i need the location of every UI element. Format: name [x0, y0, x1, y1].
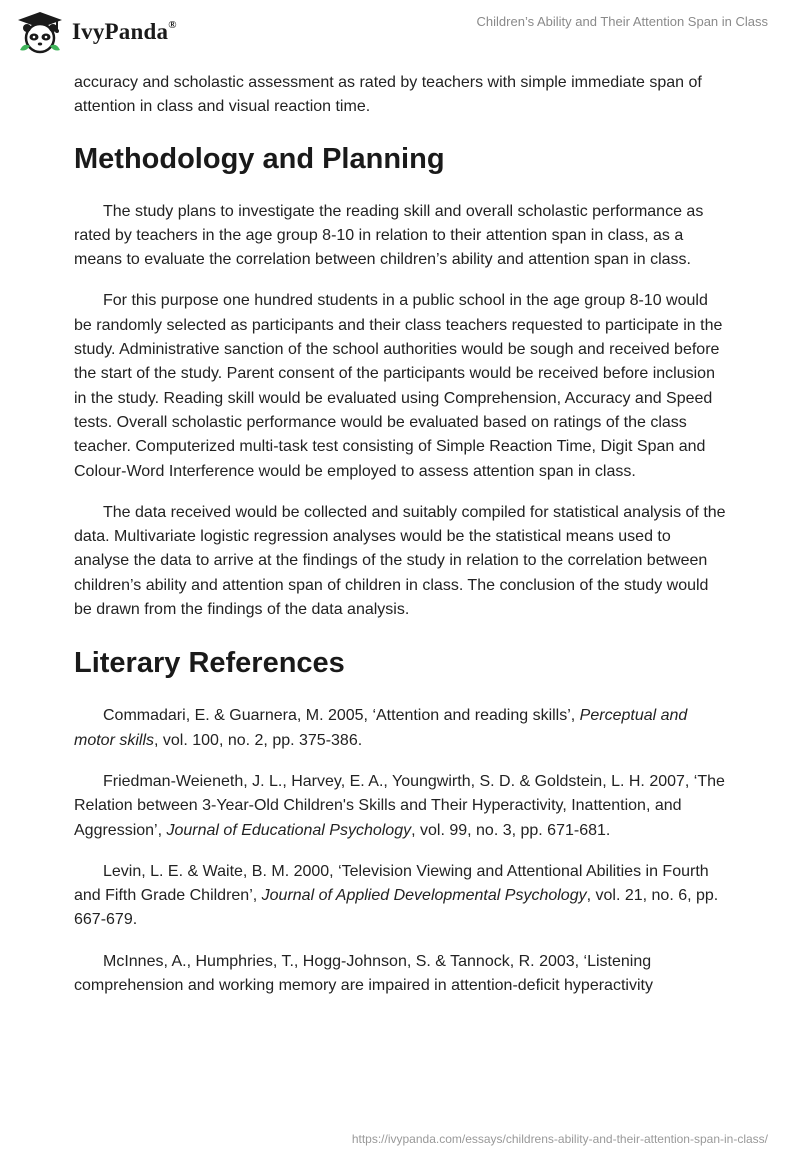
references-heading: Literary References	[74, 647, 345, 680]
reference-item: McInnes, A., Humphries, T., Hogg-Johnson, S. & Tannock, R. 2003, ‘Listening comprehension and working memory are impaired in attention-deficit hyperactivity	[74, 952, 653, 995]
methodology-paragraph-2: For this purpose one hundred students in a public school in the age group 8-10 would be randomly selected as participants and their class teachers requested to participate in the study. Administrative sanction of the school authorities would be sough and received before the start of the study. Parent consent of the participants would be received before inclusion in the study. Reading skill would be evaluated using Comprehension, Accuracy and Speed tests. Overall scholastic performance would be evaluated based on ratings of the class teacher. Computerized multi-task test consisting of Simple Reaction Time, Digit Span and Colour-Word Interference would be employed to assess attention span in class.	[74, 292, 723, 480]
page-header	[0, 0, 800, 64]
methodology-paragraph-1: The study plans to investigate the reading skill and overall scholastic performance as rated by teachers in the age group 8-10 in relation to their attention span in class, as a means to evaluate the correlation between children’s ability and attention span in class.	[74, 202, 704, 269]
panda-logo-icon	[16, 10, 64, 54]
source-url[interactable]: https://ivypanda.com/essays/childrens-ability-and-their-attention-span-in-class/	[351, 1132, 768, 1146]
reference-item: Friedman-Weieneth, J. L., Harvey, E. A., Youngwirth, S. D. & Goldstein, L. H. 2007, ‘The Relation between 3-Year-Old Children's Skills and Their Hyperactivity, Inattention, and Aggression’, Journal of Educational Psychology, vol. 99, no. 3, pp. 671-681.	[74, 772, 725, 839]
ivypanda-logo[interactable]	[16, 8, 216, 56]
document-title: Children’s Ability and Their Attention Span in Class	[476, 14, 768, 29]
methodology-paragraph-3: The data received would be collected and suitably compiled for statistical analysis of the data. Multivariate logistic regression analyses would be the statistical means used to analyse the data to arrive at the findings of the study in relation to the correlation between children’s ability and attention span of children in class. The conclusion of the study would be drawn from the findings of the data analysis.	[74, 503, 726, 619]
document-body	[74, 71, 730, 1015]
brand-name: IvyPanda®	[72, 19, 177, 44]
intro-paragraph: accuracy and scholastic assessment as rated by teachers with simple immediate span of attention in class and visual reaction time.	[74, 74, 702, 116]
reference-journal: Perceptual and motor skills	[74, 707, 688, 749]
reference-item: Commadari, E. & Guarnera, M. 2005, ‘Attention and reading skills’, Perceptual and motor skills, vol. 100, no. 2, pp. 375-386.	[74, 707, 688, 749]
reference-item: Levin, L. E. & Waite, B. M. 2000, ‘Television Viewing and Attentional Abilities in Fourth and Fifth Grade Children’, Journal of Applied Developmental Psychology, vol. 21, no. 6, pp. 667-679.	[74, 862, 719, 929]
methodology-heading: Methodology and Planning	[74, 142, 445, 175]
reference-journal: Journal of Educational Psychology	[166, 821, 412, 839]
reference-journal: Journal of Applied Developmental Psychology	[261, 887, 587, 905]
